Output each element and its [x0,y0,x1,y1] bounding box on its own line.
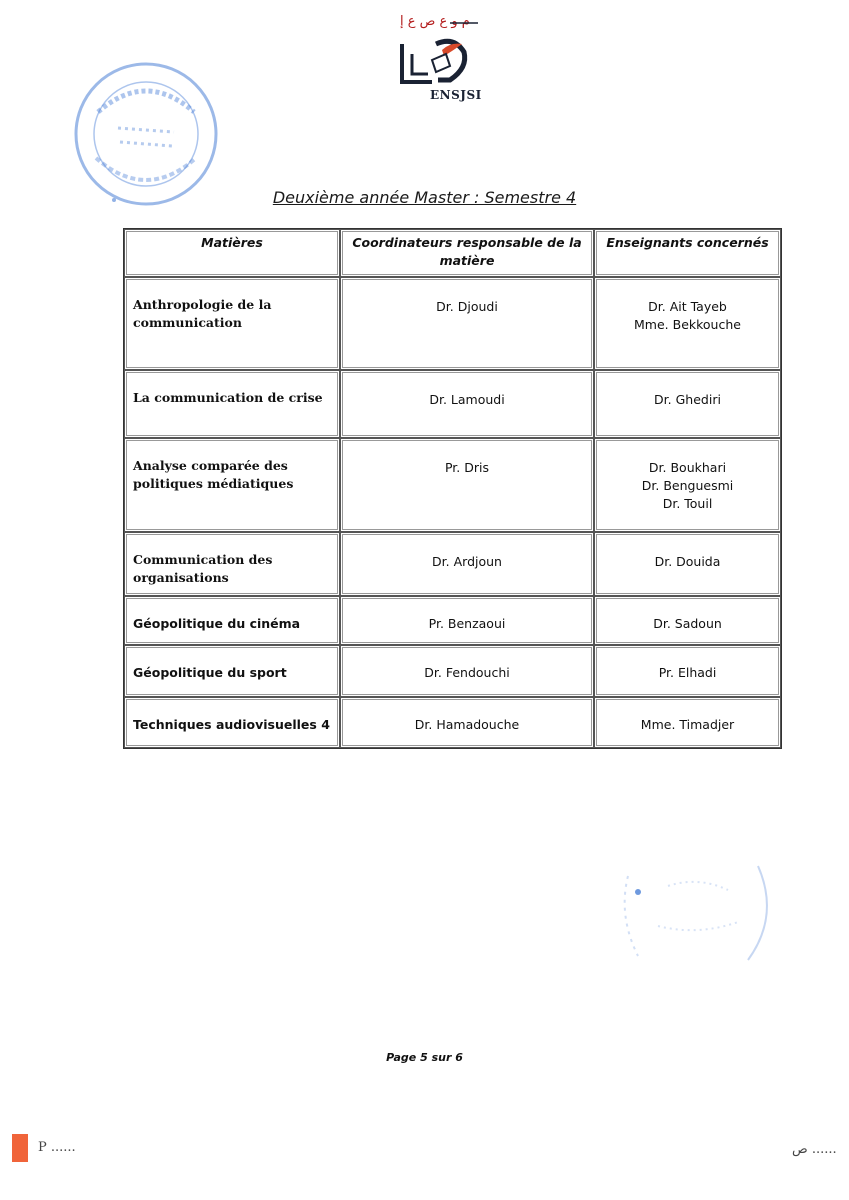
column-header-subjects: Matières [124,229,340,277]
coordinator-cell: Dr. Djoudi [340,277,594,370]
teacher-name: Dr. Boukhari [648,460,727,475]
subject-cell: Analyse comparée des politiques médiatiques [124,438,340,532]
logo-arabic-text: م و ع ص ع إ [400,14,470,29]
page-title: Deuxième année Master : Semestre 4 [272,188,577,207]
teacher-name: Dr. Ghediri [654,392,721,407]
subject-cell: Géopolitique du cinéma [124,596,340,645]
teacher-name: Dr. Ait Tayeb [648,299,727,314]
page-number: Page 5 sur 6 [386,1051,463,1064]
table-row [124,645,781,697]
column-header-coordinators: Coordinateurs responsable de la matière [340,229,594,277]
teachers-cell [594,277,781,370]
subject-cell: La communication de crise [124,370,340,438]
column-header-teachers: Enseignants concernés [594,229,781,277]
corner-mark-icon [12,1134,28,1162]
coordinator-cell: Dr. Hamadouche [340,697,594,748]
coordinator-cell: Dr. Lamoudi [340,370,594,438]
table-row [124,532,781,596]
teacher-name: Mme. Bekkouche [634,317,741,332]
teachers-cell [594,596,781,645]
coordinator-cell: Pr. Benzaoui [340,596,594,645]
subject-cell: Anthropologie de la communication [124,277,340,370]
subject-cell: Techniques audiovisuelles 4 [124,697,340,748]
teacher-name: Pr. Elhadi [658,665,717,680]
table-row [124,438,781,532]
teacher-name: Dr. Douida [654,554,721,569]
teachers-cell [594,697,781,748]
teachers-cell [594,645,781,697]
teachers-cell [594,370,781,438]
teacher-name: Dr. Benguesmi [641,478,734,493]
table-row [124,277,781,370]
coordinator-cell: Dr. Fendouchi [340,645,594,697]
faint-stamp-icon [608,856,778,974]
table-row [124,596,781,645]
logo-text: ENSJSI [430,88,482,102]
logo-emblem-icon [392,14,484,94]
teacher-name: Dr. Sadoun [653,616,722,631]
table-header-row [124,229,781,277]
table-row [124,370,781,438]
course-table [123,228,782,749]
subject-cell: Communication des organisations [124,532,340,596]
footer-right-page-field: ص ...... [792,1142,837,1157]
school-logo [392,14,484,102]
table-row [124,697,781,748]
subject-cell: Géopolitique du sport [124,645,340,697]
teacher-name: Mme. Timadjer [640,717,735,732]
coordinator-cell: Dr. Ardjoun [340,532,594,596]
teacher-name: Dr. Touil [662,496,713,511]
footer-left-page-field: P ...... [38,1140,76,1155]
teachers-cell [594,532,781,596]
teachers-cell [594,438,781,532]
coordinator-cell: Pr. Dris [340,438,594,532]
